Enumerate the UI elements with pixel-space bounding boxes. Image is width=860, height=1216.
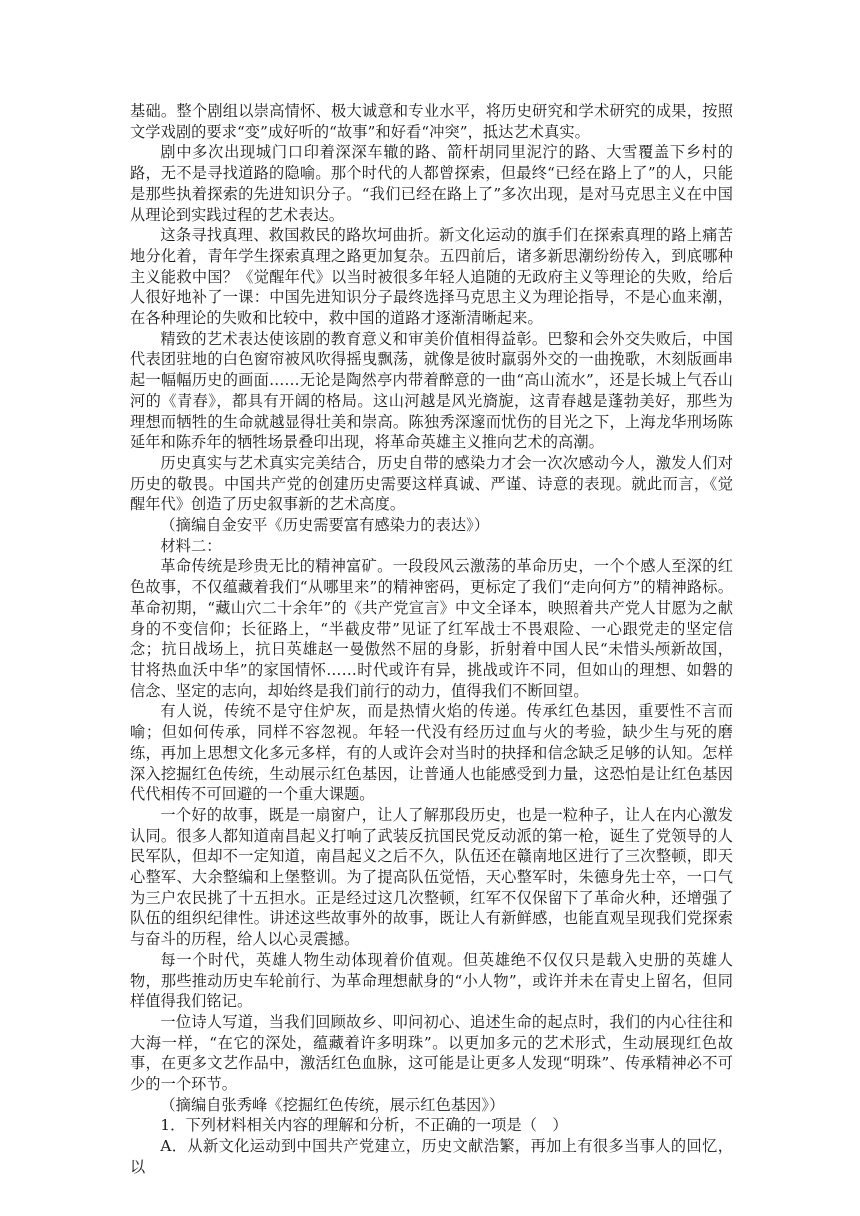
question-1-option-a: A．从新文化运动到中国共产党建立，历史文献浩繁，再加上有很多当事人的回忆，以 [130,1137,733,1176]
source-citation-2: （摘编自张秀峰《挖掘红色传统，展示红色基因》） [160,1095,505,1114]
paragraph-historical-truth: 历史真实与艺术真实完美结合，历史自带的感染力才会一次次感动今人，激发人们对历史的敬畏。中国共产党的创建历史需要这样真诚、严谨、诗意的表现。就此而言，《觉醒年代》创造了历史叙事新的艺术高度。 [130,453,733,514]
source-citation-1: （摘编自金安平《历史需要富有感染力的表达》） [160,516,490,535]
paragraph-truth-path: 这条寻找真理、救国救民的路坎坷曲折。新文化运动的旗手们在探索真理的路上痛苦地分化着，青年学生探索真理之路更加复杂。五四前后，诸多新思潮纷纷传入，到底哪种主义能救中国？《觉醒年代》以当时被很多年轻人追随的无政府主义等理论的失败，给后人很好地补了一课：中国先进知识分子最终选择马克思主义为理论指导，不是心血来潮，在各种理论的失败和比较中，救中国的道路才逐渐清晰起来。 [130,226,733,328]
article-body [130,101,733,1178]
paragraph-artistic-expression: 精致的艺术表达使该剧的教育意义和审美价值相得益彰。巴黎和会外交失败后，中国代表团驻地的白色窗帘被风吹得摇曳飘荡，就像是彼时羸弱外交的一曲挽歌，木刻版画串起一幅幅历史的画面……无论是陶然亭内带着醉意的一曲“高山流水”，还是长城上气吞山河的《青春》，都具有开阔的格局。这山河越是风光旖旎，这青春越是蓬勃美好，那些为理想而牺牲的生命就越显得壮美和崇高。陈独秀深邃而忧伤的目光之下，上海龙华刑场陈延年和陈乔年的牺牲场景叠印出现，将革命英雄主义推向艺术的高潮。 [130,329,733,452]
paragraph-heroes: 每一个时代，英雄人物生动体现着价值观。但英雄绝不仅仅只是载入史册的英雄人物，那些推动历史车轮前行、为革命理想献身的“小人物”，或许并未在青史上留名，但同样值得我们铭记。 [130,950,733,1011]
paragraph-road-metaphor: 剧中多次出现城门口印着深深车辙的路、箭杆胡同里泥泞的路、大雪覆盖下乡村的路，无不是寻找道路的隐喻。那个时代的人都曾探索，但最终“已经在路上了”的人，只能是那些执着探索的先进知识分子。“我们已经在路上了”多次出现，是对马克思主义在中国从理论到实践过程的艺术表达。 [130,143,733,224]
paragraph-revolutionary-tradition: 革命传统是珍贵无比的精神富矿。一段段风云激荡的革命历史，一个个感人至深的红色故事，不仅蕴藏着我们“从哪里来”的精神密码，更标定了我们“走向何方”的精神路标。革命初期，“藏山穴二十余年”的《共产党宣言》中文全译本，映照着共产党人甘愿为之献身的不变信仰；长征路上，“半截皮带”见证了红军战士不畏艰险、一心跟党走的坚定信念；抗日战场上，抗日英雄赵一曼傲然不屈的身影，折射着中国人民“未惜头颅新故国，甘将热血沃中华”的家国情怀……时代或许有异，挑战或许不同，但如山的理想、如磐的信念、坚定的志向，却始终是我们前行的动力，值得我们不断回望。 [130,557,733,700]
paragraph-good-story: 一个好的故事，既是一扇窗户，让人了解那段历史，也是一粒种子，让人在内心激发认同。很多人都知道南昌起义打响了武装反抗国民党反动派的第一枪，诞生了党领导的人民军队，但却不一定知道，南昌起义之后不久，队伍还在赣南地区进行了三次整顿，即天心整军、大余整编和上堡整训。为了提高队伍觉悟，天心整军时，朱德身先士卒，一口气为三户农民挑了十五担水。正是经过这几次整顿，红军不仅保留下了革命火种，还增强了队伍的组织纪律性。讲述这些故事外的故事，既让人有新鲜感，也能直观呈现我们党探索与奋斗的历程，给人以心灵震撼。 [130,805,733,949]
paragraph-inheritance: 有人说，传统不是守住炉灰，而是热情火焰的传递。传承红色基因，重要性不言而喻；但如何传承，同样不容忽视。年轻一代没有经历过血与火的考验，缺少生与死的磨练，再加上思想文化多元多样，有的人或许会对当时的抉择和信念缺乏足够的认知。怎样深入挖掘红色传统，生动展示红色基因，让普通人也能感受到力量，这恐怕是让红色基因代代相传不可回避的一个重大课题。 [130,702,733,804]
question-1-stem: 1．下列材料相关内容的理解和分析，不正确的一项是（ ） [160,1116,568,1135]
paragraph-continuation: 基础。整个剧组以崇高情怀、极大诚意和专业水平，将历史研究和学术研究的成果，按照文学戏剧的要求“变”成好听的“故事”和好看“冲突”，抵达艺术真实。 [130,102,733,141]
paragraph-poet: 一位诗人写道，当我们回顾故乡、叩问初心、追述生命的起点时，我们的内心往往和大海一样，“在它的深处，蕴藏着许多明珠”。以更加多元的艺术形式，生动展现红色故事，在更多文艺作品中，激活红色血脉，这可能是让更多人发现“明珠”、传承精神必不可少的一个环节。 [130,1012,733,1094]
material-two-heading: 材料二： [160,536,222,555]
